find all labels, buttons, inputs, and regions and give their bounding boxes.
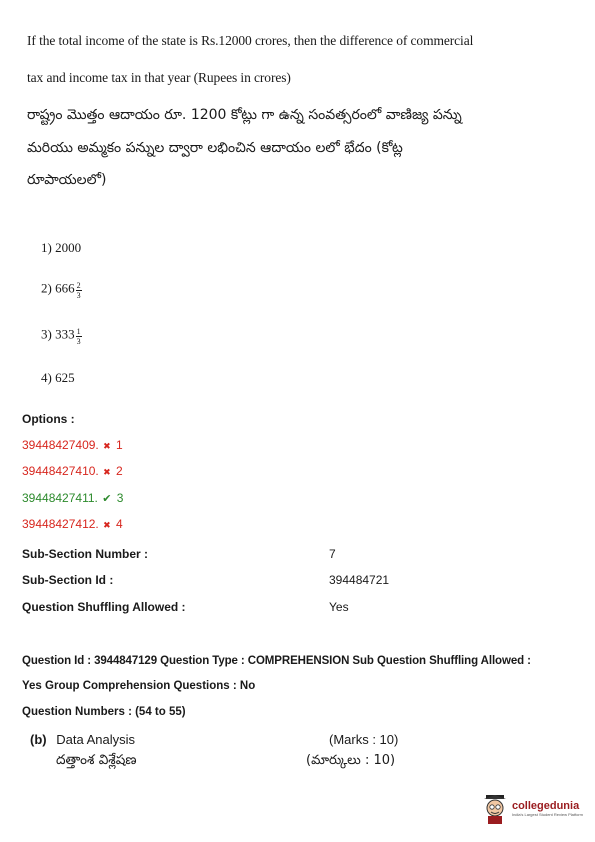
question-header-line1: Question Id : 3944847129 Question Type : COMPREHENSION Sub Question Shuffling Allowed : — [22, 655, 531, 667]
question-numbers: Question Numbers : (54 to 55) — [22, 706, 186, 718]
choice-value: 333 — [55, 326, 75, 342]
option-id: 39448427409. — [22, 438, 99, 452]
question-text-en-line1: If the total income of the state is Rs.12000 crores, then the difference of commercial — [27, 33, 474, 48]
choice-3 — [41, 326, 82, 345]
option-value: 2 — [115, 464, 123, 478]
fraction-numerator: 1 — [76, 327, 81, 336]
subsection-number-value: 7 — [329, 547, 336, 561]
option-row-1 — [22, 438, 123, 452]
logo-text — [512, 800, 583, 818]
cross-icon: ✖ — [103, 520, 111, 530]
choice-number: 1) — [41, 240, 52, 255]
logo-tagline: India's Largest Student Review Platform — [511, 812, 583, 817]
question-text-te-line3: రూపాయలలో) — [27, 172, 107, 188]
subsection-id-label: Sub-Section Id : — [22, 573, 114, 587]
fraction-numerator: 2 — [76, 281, 81, 290]
option-id: 39448427412. — [22, 517, 99, 531]
shuffling-value: Yes — [329, 600, 349, 614]
option-id: 39448427411. — [22, 491, 98, 505]
options-label: Options : — [22, 412, 75, 426]
option-row-2 — [22, 464, 123, 478]
option-row-3 — [22, 491, 123, 505]
choice-number: 3) — [41, 326, 52, 342]
logo-brand: collegedunia — [511, 800, 580, 812]
question-text-en-line2: tax and income tax in that year (Rupees in crores) — [27, 70, 291, 85]
choice-4 — [41, 370, 75, 386]
choice-value: 2000 — [55, 240, 82, 255]
option-value: 4 — [115, 517, 123, 531]
choice-fraction — [76, 327, 82, 346]
choice-number: 4) — [41, 370, 52, 385]
fraction-denominator: 3 — [76, 291, 81, 300]
choice-value: 666 — [55, 280, 75, 296]
fraction-denominator: 3 — [76, 337, 81, 346]
section-heading — [30, 732, 135, 747]
check-icon: ✔ — [102, 493, 112, 505]
section-label: (b) — [30, 732, 47, 747]
section-title-en: Data Analysis — [56, 732, 135, 747]
section-marks-en: (Marks : 10) — [329, 732, 399, 747]
section-title-te: దత్తాంశ విశ్లేషణ — [56, 752, 137, 768]
choice-fraction — [76, 281, 82, 300]
option-id: 39448427410. — [22, 464, 99, 478]
collegedunia-logo — [482, 794, 583, 824]
subsection-id-value: 394484721 — [329, 573, 390, 587]
choice-1 — [41, 240, 81, 256]
option-row-4 — [22, 517, 123, 531]
choice-2 — [41, 280, 82, 299]
cross-icon: ✖ — [103, 467, 111, 477]
shuffling-label: Question Shuffling Allowed : — [22, 600, 186, 614]
choice-value: 625 — [55, 370, 75, 385]
option-value: 3 — [116, 491, 124, 505]
cross-icon: ✖ — [103, 441, 111, 451]
section-marks-te: (మార్కులు : 10) — [306, 753, 396, 768]
mascot-icon — [482, 794, 508, 824]
subsection-number-label: Sub-Section Number : — [22, 547, 149, 561]
choice-number: 2) — [41, 280, 52, 296]
question-text-te-line1: రాష్ట్రం మొత్తం ఆదాయం రూ. 1200 కోట్లు గా ఉన్న సంవత్సరంలో వాణిజ్య పన్ను — [27, 107, 462, 123]
option-value: 1 — [115, 438, 123, 452]
question-text-te-line2: మరియు అమ్మకం పన్నుల ద్వారా లభించిన ఆదాయం లలో భేదం (కోట్ల — [27, 140, 403, 156]
question-header-line2: Yes Group Comprehension Questions : No — [22, 680, 256, 692]
